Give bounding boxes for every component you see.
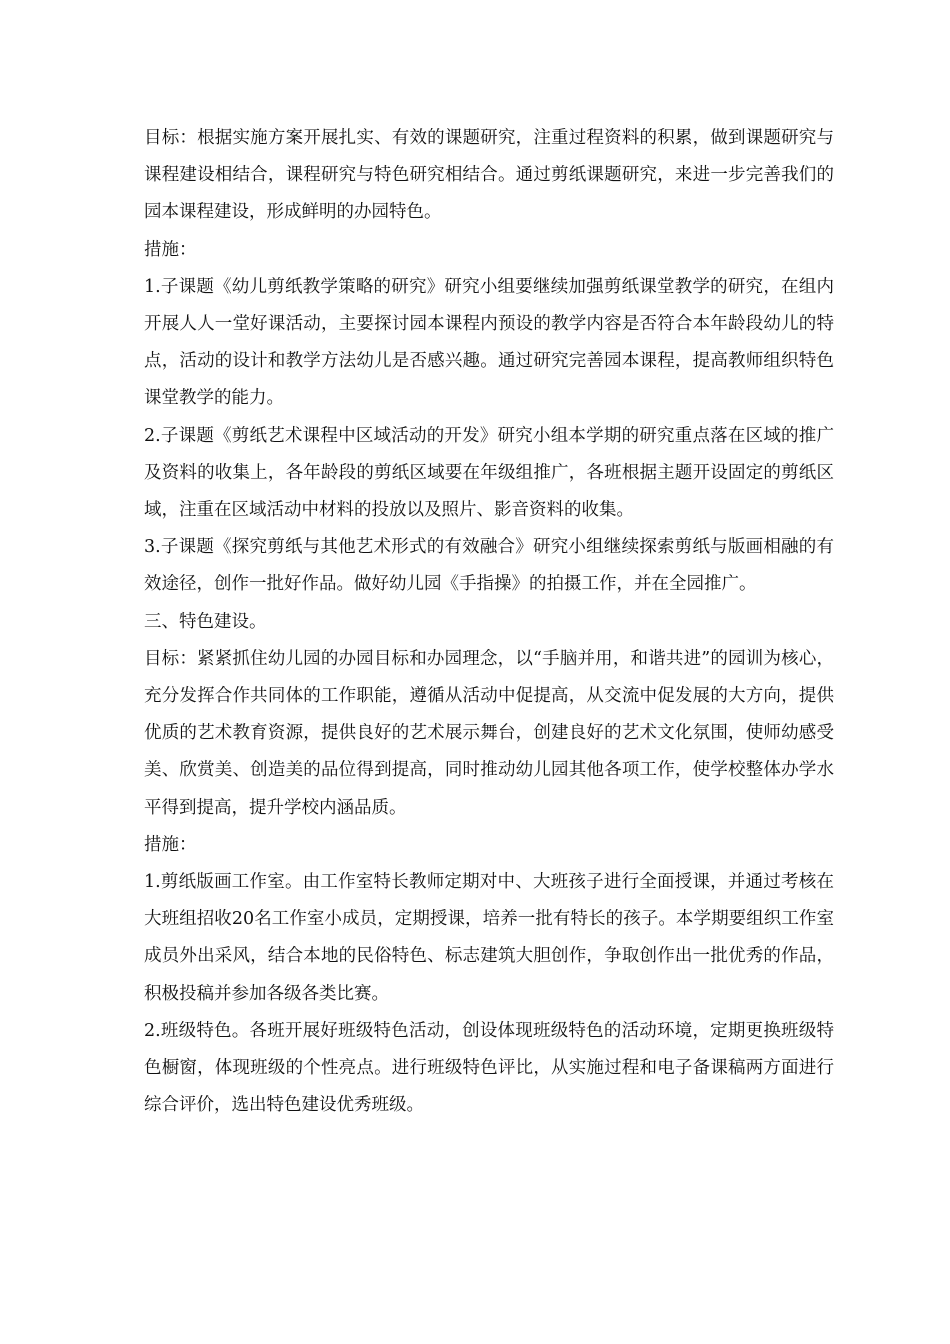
paragraph-measure-2: 2.子课题《剪纸艺术课程中区域活动的开发》研究小组本学期的研究重点落在区域的推广及资料的收集上，各年龄段的剪纸区域要在年级组推广，各班根据主题开设固定的剪纸区域，注重在区域活动中材料的投放以及照片、影音资料的收集。 <box>144 425 834 521</box>
paragraph-feature-measure-2: 2.班级特色。各班开展好班级特色活动，创设体现班级特色的活动环境，定期更换班级特色橱窗，体现班级的个性亮点。进行班级特色评比，从实施过程和电子备课稿两方面进行综合评价，选出特色建设优秀班级。 <box>144 1020 834 1116</box>
paragraph-feature-measure-1: 1.剪纸版画工作室。由工作室特长教师定期对中、大班孩子进行全面授课，并通过考核在大班组招收20名工作室小成员，定期授课，培养一批有特长的孩子。本学期要组织工作室成员外出采风，结合本地的民俗特色、标志建筑大胆创作，争取创作出一批优秀的作品，积极投稿并参加各级各类比赛。 <box>144 872 834 1004</box>
paragraph-goal-research: 目标：根据实施方案开展扎实、有效的课题研究，注重过程资料的积累，做到课题研究与课程建设相结合，课程研究与特色研究相结合。通过剪纸课题研究，来进一步完善我们的园本课程建设，形成鲜明的办园特色。 <box>144 128 834 223</box>
paragraph-measure-1: 1.子课题《幼儿剪纸教学策略的研究》研究小组要继续加强剪纸课堂教学的研究，在组内开展人人一堂好课活动，主要探讨园本课程内预设的教学内容是否符合本年龄段幼儿的特点，活动的设计和教学方法幼儿是否感兴趣。通过研究完善园本课程，提高教师组织特色课堂教学的能力。 <box>144 276 834 409</box>
paragraph-goal-feature: 目标：紧紧抓住幼儿园的办园目标和办园理念，以“手脑并用，和谐共进”的园训为核心，充分发挥合作共同体的工作职能，遵循从活动中促提高，从交流中促发展的大方向，提供优质的艺术教育资源，提供良好的艺术展示舞台，创建良好的艺术文化氛围，使师幼感受美、欣赏美、创造美的品位得到提高，同时推动幼儿园其他各项工作，使学校整体办学水平得到提高，提升学校内涵品质。 <box>144 648 834 818</box>
section-heading-feature-building: 三、特色建设。 <box>144 611 267 632</box>
paragraph-measures-heading-2: 措施： <box>144 834 197 855</box>
paragraph-measure-3: 3.子课题《探究剪纸与其他艺术形式的有效融合》研究小组继续探索剪纸与版画相融的有效途径，创作一批好作品。做好幼儿园《手指操》的拍摄工作，并在全园推广。 <box>144 537 834 595</box>
document-body <box>144 120 834 1124</box>
paragraph-measures-heading: 措施： <box>144 239 197 260</box>
